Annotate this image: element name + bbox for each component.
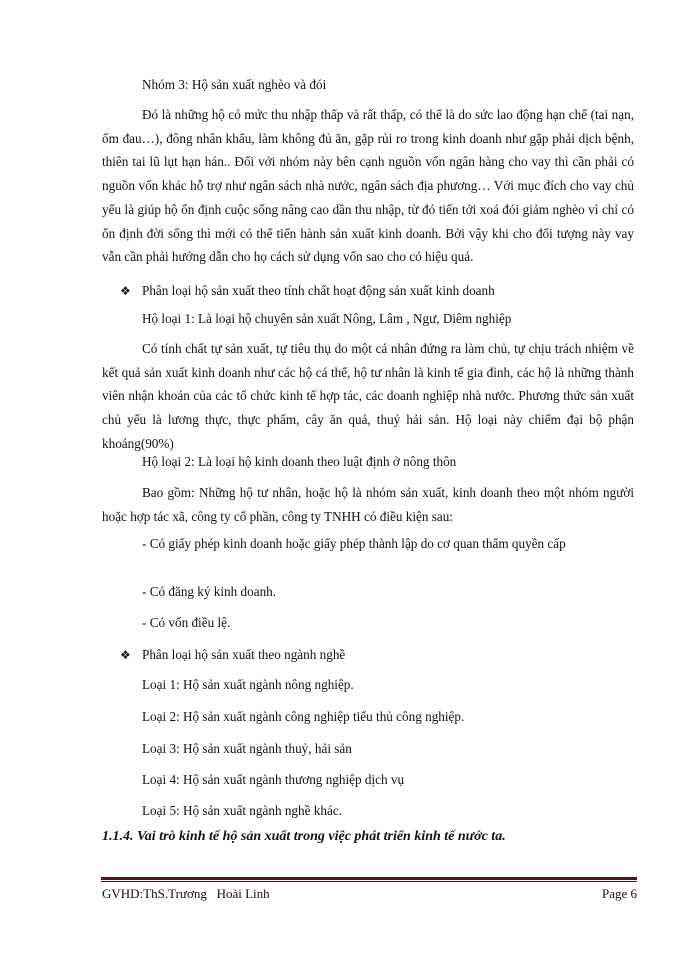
footer-rule-thin	[101, 881, 637, 882]
sector-item: Loại 2: Hộ sản xuất ngành công nghiệp tiểu thủ công nghiệp.	[142, 709, 465, 724]
footer-rule-thick	[101, 877, 637, 880]
type1-description: Có tính chất tự sản xuất, tự tiêu thụ do một cá nhân đứng ra làm chủ, tự chịu trách nhiệm về kết quả sản xuất kinh doanh như các hộ cá thể, hộ tư nhân là kinh tế gia đình, các hộ là những thành viên nhận khoán của các tổ chức kinh tế hợp tác, các doanh nghiệp nhà nước. Phương thức sản xuất chủ yếu là lương thực, thực phẩm, cây ăn quả, thuỷ hải sản. Hộ loại này chiếm đại bộ phận khoảng(90%)	[102, 341, 634, 451]
bullet-text: Phân loại hộ sản xuất theo ngành nghề	[142, 647, 346, 662]
type2-title: Hộ loại 2: Là loại hộ kinh doanh theo luật định ở nông thôn	[142, 454, 457, 469]
sector-item: Loại 1: Hộ sản xuất ngành nông nghiệp.	[142, 677, 354, 692]
bullet-text: Phân loại hộ sản xuất theo tính chất hoạt động sản xuất kinh doanh	[142, 283, 495, 298]
diamond-bullet-icon: ❖	[120, 284, 131, 298]
section-heading: 1.1.4. Vai trò kinh tế hộ sản xuất trong việc phát triển kinh tế nước ta.	[102, 829, 506, 844]
sector-item: Loại 5: Hộ sản xuất ngành nghề khác.	[142, 803, 342, 818]
condition-license: - Có giấy phép kinh doanh hoặc giấy phép thành lập do cơ quan thẩm quyền cấp	[142, 536, 566, 551]
bullet-classification-sector	[120, 645, 345, 665]
footer-advisor: GVHD:ThS.Trương Hoài Linh	[102, 886, 270, 901]
sector-item: Loại 4: Hộ sản xuất ngành thương nghiệp dịch vụ	[142, 772, 405, 787]
type1-title: Hộ loại 1: Là loại hộ chuyên sản xuất Nông, Lâm , Ngư, Diêm nghiệp	[142, 311, 512, 326]
group3-description: Đó là những hộ có mức thu nhập thấp và rất thấp, có thể là do sức lao động hạn chế (tai nạn, ốm đau…), đông nhân khẩu, làm không đủ ăn, gặp rủi ro trong kinh doanh như gặp phải dịch bệnh, thiên tai lũ lụt hạn hán.. Đối với nhóm này bên cạnh nguồn vốn ngân hàng cho vay thì cần phải có nguồn vốn khác hỗ trợ như ngân sách nhà nước, ngân sách địa phương… Với mục đích cho vay chủ yếu là giúp hộ ổn định cuộc sống nâng cao dần thu nhập, từ đó tiến tới xoá đói giảm nghèo vì chỉ có ổn định đời sống thì mới có thể tiến hành sản xuất kinh doanh. Bởi vậy khi cho đối tượng này vay vẫn cần phải hướng dẫn cho họ cách sử dụng vốn sao cho có hiệu quả.	[102, 107, 634, 265]
group3-title: Nhóm 3: Hộ sản xuất nghèo và đói	[142, 77, 327, 92]
diamond-bullet-icon: ❖	[120, 648, 131, 662]
condition-registration: - Có đăng ký kinh doanh.	[142, 584, 277, 599]
bullet-classification-activity	[120, 281, 495, 301]
sector-item: Loại 3: Hộ sản xuất ngành thuỷ, hải sản	[142, 741, 352, 756]
page-number: Page 6	[601, 886, 637, 901]
condition-capital: - Có vốn điều lệ.	[142, 615, 231, 630]
type2-description: Bao gồm: Những hộ tư nhân, hoặc hộ là nhóm sản xuất, kinh doanh theo một nhóm người hoặc hợp tác xã, công ty cổ phần, công ty TNHH có điều kiện sau:	[102, 485, 634, 524]
